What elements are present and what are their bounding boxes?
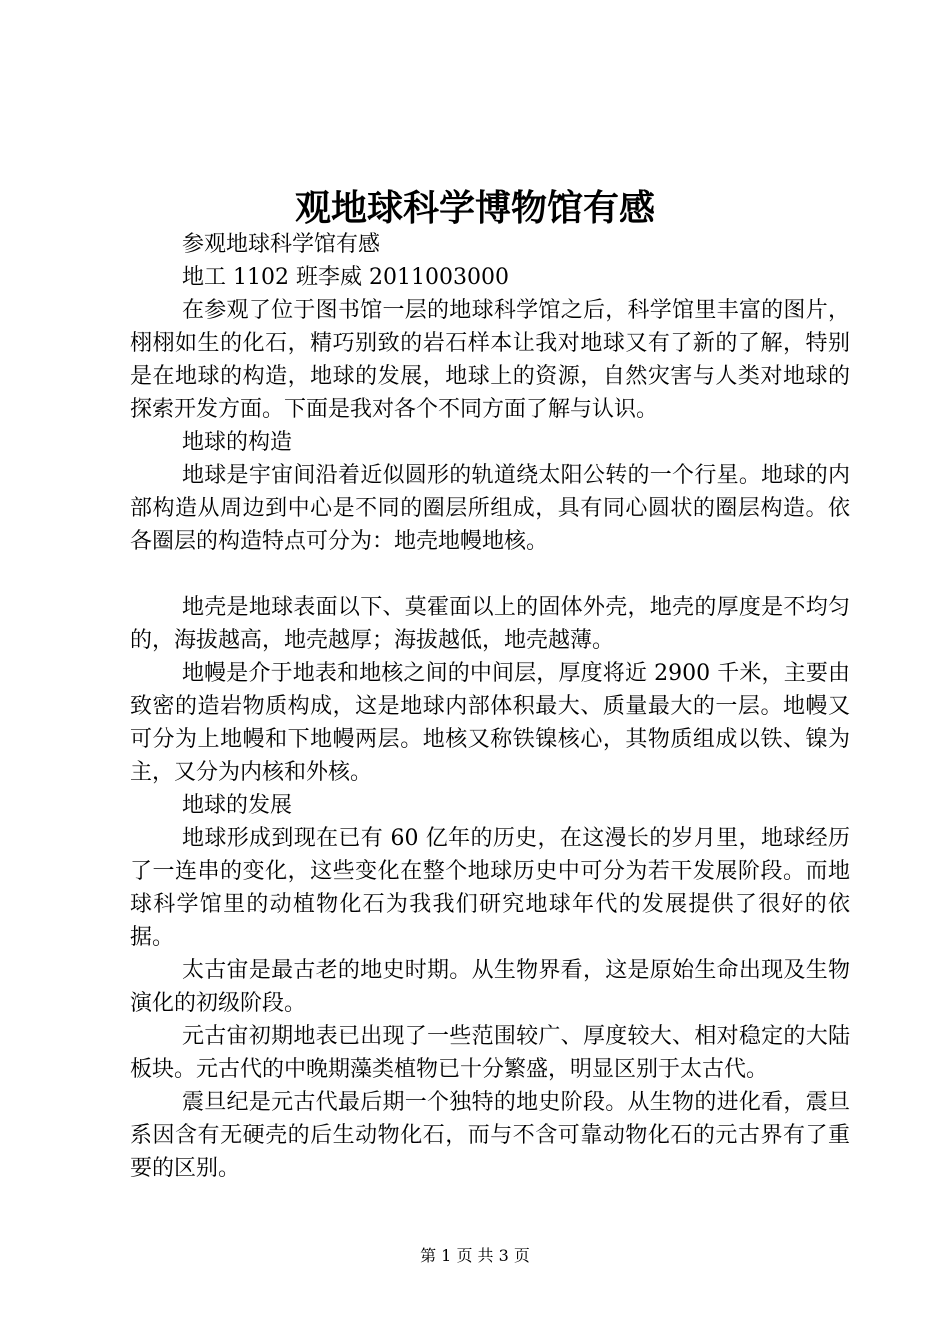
document-body (130, 228, 850, 1185)
author-line: 地工 1102 班李威 2011003000 (182, 265, 509, 290)
proterozoic-paragraph: 元古宙初期地表已出现了一些范围较广、厚度较大、相对稳定的大陆板块。元古代的中晚期藻类植物已十分繁盛，明显区别于太古代。 (130, 1024, 850, 1082)
page-number-footer: 第 1 页 共 3 页 (420, 1246, 530, 1265)
section-heading-development: 地球的发展 (182, 793, 293, 818)
subtitle-paragraph: 参观地球科学馆有感 (182, 232, 381, 257)
mantle-paragraph: 地幔是介于地表和地核之间的中间层，厚度将近 2900 千米，主要由致密的造岩物质构成，这是地球内部体积最大、质量最大的一层。地幔又可分为上地幔和下地幔两层。地核又称铁镍核心，其物质组成以铁、镍为主，又分为内核和外核。 (130, 661, 850, 785)
development-paragraph: 地球形成到现在已有 60 亿年的历史，在这漫长的岁月里，地球经历了一连串的变化，这些变化在整个地球历史中可分为若干发展阶段。而地球科学馆里的动植物化石为我我们研究地球年代的发展提供了很好的依据。 (130, 826, 850, 950)
crust-paragraph: 地壳是地球表面以下、莫霍面以上的固体外壳，地壳的厚度是不均匀的，海拔越高，地壳越厚；海拔越低，地壳越薄。 (130, 595, 850, 653)
section-heading-structure: 地球的构造 (182, 430, 293, 455)
intro-paragraph: 在参观了位于图书馆一层的地球科学馆之后，科学馆里丰富的图片，栩栩如生的化石，精巧别致的岩石样本让我对地球又有了新的了解，特别是在地球的构造，地球的发展，地球上的资源，自然灾害与人类对地球的探索开发方面。下面是我对各个不同方面了解与认识。 (130, 298, 850, 422)
archean-paragraph: 太古宙是最古老的地史时期。从生物界看，这是原始生命出现及生物演化的初级阶段。 (130, 958, 850, 1016)
sinian-paragraph: 震旦纪是元古代最后期一个独特的地史阶段。从生物的进化看，震旦系因含有无硬壳的后生动物化石，而与不含可靠动物化石的元古界有了重要的区别。 (130, 1090, 850, 1181)
structure-paragraph: 地球是宇宙间沿着近似圆形的轨道绕太阳公转的一个行星。地球的内部构造从周边到中心是不同的圈层所组成，具有同心圆状的圈层构造。依各圈层的构造特点可分为：地壳地幔地核。 (130, 463, 850, 554)
page-title: 观地球科学博物馆有感 (294, 187, 655, 229)
